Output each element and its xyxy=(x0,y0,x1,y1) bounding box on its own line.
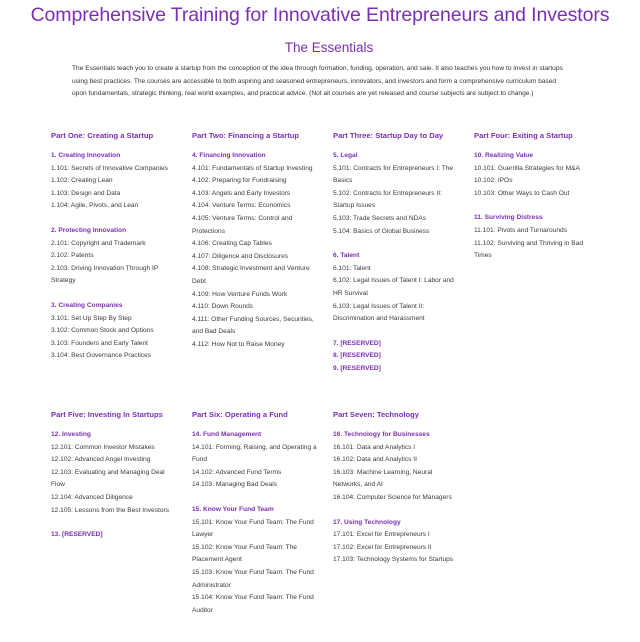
section-title[interactable]: 16. Technology for Businesses xyxy=(333,431,430,438)
course-item[interactable]: 4.101: Fundamentals of Startup Investing xyxy=(192,164,313,172)
course-item[interactable]: 11.101: Pivots and Turnarounds xyxy=(474,226,567,234)
section-title[interactable]: 15. Know Your Fund Team xyxy=(192,505,274,513)
course-item[interactable]: 4.105: Venture Terms: Control and Protections xyxy=(192,214,293,235)
course-item[interactable]: 5.102: Contracts for Entrepreneurs II: Startup Issues xyxy=(333,189,442,210)
course-section xyxy=(333,150,461,238)
course-item[interactable]: 16.102: Data and Analytics II xyxy=(333,456,417,464)
reserved-list xyxy=(51,529,179,542)
reserved-item: 7. [RESERVED] xyxy=(333,339,381,347)
course-item[interactable]: 14.101: Forming, Raising, and Operating a Fund xyxy=(192,443,317,464)
course-item[interactable]: 16.103: Machine Learning, Neural Networks, and AI xyxy=(333,468,433,489)
course-item[interactable]: 4.108: Strategic Investment and Venture Debt xyxy=(192,265,310,285)
course-section xyxy=(333,250,461,326)
course-item[interactable]: 5.104: Basics of Global Business xyxy=(333,227,430,235)
course-item[interactable]: 17.103: Technology Systems for Startups xyxy=(333,556,454,564)
course-item[interactable]: 16.104: Computer Science for Managers xyxy=(333,493,452,501)
course-item[interactable]: 5.101: Contracts for Entrepreneurs I: The Basics xyxy=(333,164,454,185)
intro-paragraph: The Essentials teach you to create a startup from the conception of the idea through formation, funding, operation, and sale. It also teaches you how to invest in startups using best practices. The courses are accessible to both aspiring and seasoned entrepreneurs, innovators, and investors and form a comprehensive curriculum based upon fundamentals, strategic thinking, real world examples, and practical advice. (Not all courses are yet released and course subjects are subject to change.) xyxy=(72,65,563,97)
section-title[interactable]: 1. Creating Innovation xyxy=(51,152,121,159)
course-section xyxy=(474,212,594,262)
course-item[interactable]: 4.107: Diligence and Disclosures xyxy=(192,252,289,260)
course-item[interactable]: 15.103: Know Your Fund Team: The Fund Administrator xyxy=(192,568,314,589)
part-heading: Part Six: Operating a Fund xyxy=(192,410,288,419)
section-title[interactable]: 14. Fund Management xyxy=(192,431,262,438)
course-section xyxy=(333,517,461,567)
course-item[interactable]: 6.101: Talent xyxy=(333,264,371,272)
section-title[interactable]: 6. Talent xyxy=(333,252,360,260)
part-column xyxy=(51,131,179,375)
course-section xyxy=(192,150,320,352)
course-item[interactable]: 10.103: Other Ways to Cash Out xyxy=(474,189,570,197)
course-item[interactable]: 1.101: Secrets of Innovative Companies xyxy=(51,164,168,172)
course-item[interactable]: 4.109: How Venture Funds Work xyxy=(192,290,288,298)
section-title[interactable]: 3. Creating Companies xyxy=(51,301,123,309)
course-section xyxy=(51,429,179,517)
course-item[interactable]: 6.102: Legal Issues of Talent I: Labor and HR Survival xyxy=(333,277,454,297)
section-title[interactable]: 17. Using Technology xyxy=(333,518,401,526)
part-column xyxy=(333,410,461,579)
part-heading: Part Seven: Technology xyxy=(333,410,419,419)
part-heading: Part Four: Exiting a Startup xyxy=(474,131,573,140)
course-item[interactable]: 1.103: Design and Data xyxy=(51,189,121,197)
course-item[interactable]: 12.104: Advanced Diligence xyxy=(51,493,133,501)
course-item[interactable]: 12.102: Advanced Angel Investing xyxy=(51,456,151,464)
section-title[interactable]: 4. Financing Innovation xyxy=(192,152,266,159)
course-item[interactable]: 4.110: Down Rounds xyxy=(192,303,254,311)
course-item[interactable]: 2.101: Copyright and Trademark xyxy=(51,239,146,247)
course-item[interactable]: 16.101: Data and Analytics I xyxy=(333,443,416,451)
reserved-item: 9. [RESERVED] xyxy=(333,364,381,372)
course-item[interactable]: 10.102: IPOs xyxy=(474,177,513,185)
part-column xyxy=(51,410,179,542)
course-item[interactable]: 5.103: Trade Secrets and NDAs xyxy=(333,214,427,222)
course-item[interactable]: 2.103: Driving Innovation Through IP Strategy xyxy=(51,264,159,285)
page-title: Comprehensive Training for Innovative Entrepreneurs and Investors xyxy=(30,4,610,26)
part-heading: Part Five: Investing In Startups xyxy=(51,410,163,419)
part-column xyxy=(333,131,461,376)
course-item[interactable]: 4.111: Other Funding Sources, Securities, and Bad Deals xyxy=(192,315,314,336)
course-item[interactable]: 11.102: Surviving and Thriving in Bad Times xyxy=(474,239,583,260)
reserved-list xyxy=(333,338,461,376)
course-item[interactable]: 12.105: Lessons from the Best Investors xyxy=(51,506,170,514)
course-section xyxy=(51,150,179,213)
section-title[interactable]: 11. Surviving Distress xyxy=(474,214,543,222)
page-subtitle: The Essentials xyxy=(284,40,374,55)
course-section xyxy=(474,150,594,200)
part-heading: Part Two: Financing a Startup xyxy=(192,131,300,140)
course-item[interactable]: 3.101: Set Up Step By Step xyxy=(51,314,132,322)
section-title[interactable]: 2. Protecting Innovation xyxy=(51,226,127,234)
course-item[interactable]: 1.104: Agile, Pivots, and Lean xyxy=(51,202,139,210)
part-column xyxy=(192,131,320,364)
course-item[interactable]: 15.102: Know Your Fund Team: The Placement Agent xyxy=(192,543,297,564)
course-section xyxy=(333,429,461,505)
part-heading: Part One: Creating a Startup xyxy=(51,131,154,140)
course-item[interactable]: 15.101: Know Your Fund Team: The Fund Lawyer xyxy=(192,518,314,539)
course-section xyxy=(51,300,179,363)
course-item[interactable]: 1.102: Creating Lean xyxy=(51,177,113,185)
reserved-item: 13. [RESERVED] xyxy=(51,531,103,539)
course-section xyxy=(192,504,320,617)
section-title[interactable]: 10. Realizing Value xyxy=(474,152,534,159)
course-item[interactable]: 12.101: Common Investor Mistakes xyxy=(51,443,155,451)
section-title[interactable]: 12. Investing xyxy=(51,431,91,438)
course-item[interactable]: 14.103: Managing Bad Deals xyxy=(192,481,278,489)
course-section xyxy=(192,429,320,492)
course-item[interactable]: 3.104: Best Governance Practices xyxy=(51,352,152,360)
course-item[interactable]: 4.102: Preparing for Fundraising xyxy=(192,177,287,185)
reserved-item: 8. [RESERVED] xyxy=(333,352,381,360)
course-item[interactable]: 4.106: Creating Cap Tables xyxy=(192,240,272,248)
course-item[interactable]: 4.104: Venture Terms: Economics xyxy=(192,202,291,210)
section-title[interactable]: 5. Legal xyxy=(333,152,358,159)
course-item[interactable]: 4.103: Angels and Early Investors xyxy=(192,189,291,197)
course-item[interactable]: 10.101: Guerrilla Strategies for M&A xyxy=(474,164,580,172)
part-column xyxy=(192,410,320,629)
course-item[interactable]: 2.102: Patents xyxy=(51,252,94,260)
course-item[interactable]: 17.102: Excel for Entrepreneurs II xyxy=(333,543,432,551)
course-item[interactable]: 17.101: Excel for Entrepreneurs I xyxy=(333,531,430,539)
part-heading: Part Three: Startup Day to Day xyxy=(333,131,444,140)
part-column xyxy=(474,131,594,275)
course-item[interactable]: 3.102: Common Stock and Options xyxy=(51,327,154,335)
course-item[interactable]: 6.103: Legal Issues of Talent II: Discrimination and Harassment xyxy=(333,302,425,323)
course-section xyxy=(51,225,179,288)
course-item[interactable]: 3.103: Founders and Early Talent xyxy=(51,339,149,347)
course-item[interactable]: 15.104: Know Your Fund Team: The Fund Auditor xyxy=(192,594,314,614)
course-item[interactable]: 12.103: Evaluating and Managing Deal Flow xyxy=(51,468,165,489)
course-item[interactable]: 14.102: Advanced Fund Terms xyxy=(192,468,282,476)
course-item[interactable]: 4.112: How Not to Raise Money xyxy=(192,340,285,348)
